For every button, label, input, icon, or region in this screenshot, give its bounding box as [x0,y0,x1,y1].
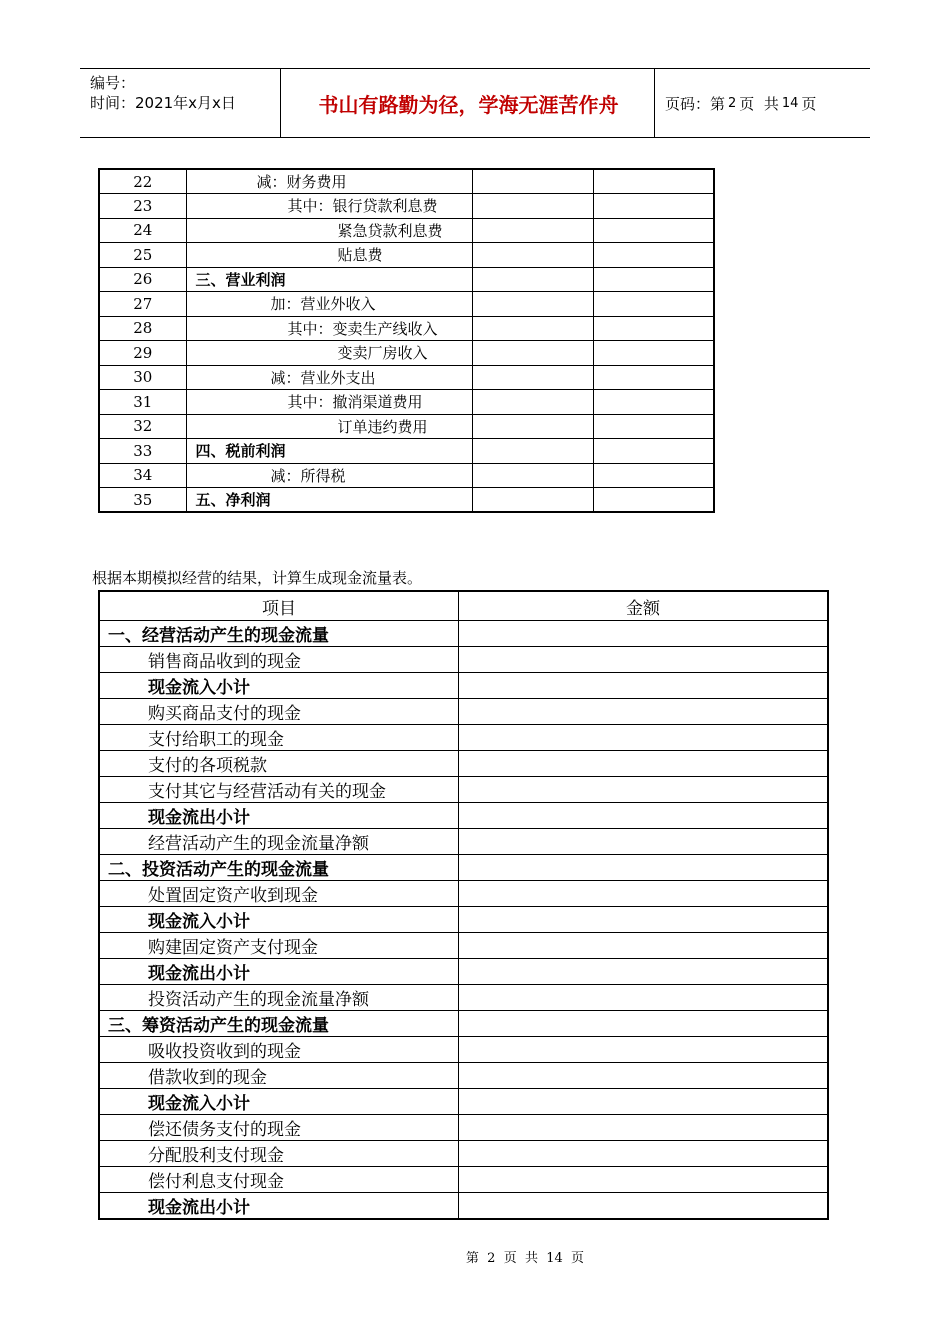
table-row [99,725,828,751]
table-row [99,414,714,439]
table-row [99,803,828,829]
item-label: 现金流入小计 [99,673,459,699]
cash-flow-table [98,590,829,1220]
table-row [99,1193,828,1220]
value-cell[interactable] [593,218,714,243]
amount-cell[interactable] [459,855,829,881]
amount-cell[interactable] [459,1115,829,1141]
table-row [99,463,714,488]
amount-cell[interactable] [459,1011,829,1037]
table-row [99,390,714,415]
amount-cell[interactable] [459,1167,829,1193]
row-label: 贴息费 [186,243,472,268]
amount-cell[interactable] [459,881,829,907]
table-row [99,243,714,268]
row-number: 26 [99,267,186,292]
table-row [99,218,714,243]
table-row [99,621,828,647]
row-number: 28 [99,316,186,341]
value-cell[interactable] [593,292,714,317]
item-label: 借款收到的现金 [99,1063,459,1089]
row-label: 加：营业外收入 [186,292,472,317]
table-row [99,1037,828,1063]
item-label: 支付给职工的现金 [99,725,459,751]
row-number: 35 [99,488,186,513]
table-row [99,751,828,777]
item-label: 三、筹资活动产生的现金流量 [99,1011,459,1037]
row-number: 29 [99,341,186,366]
amount-cell[interactable] [459,1193,829,1220]
table-row [99,1011,828,1037]
page-header [80,68,870,138]
table-row [99,699,828,725]
value-cell[interactable] [593,488,714,513]
value-cell[interactable] [472,194,593,219]
item-label: 现金流入小计 [99,907,459,933]
amount-cell[interactable] [459,959,829,985]
item-label: 购建固定资产支付现金 [99,933,459,959]
table-row [99,169,714,194]
item-label: 投资活动产生的现金流量净额 [99,985,459,1011]
motto: 书山有路勤为径，学海无涯苦作舟 [318,92,619,117]
income-statement-table [98,168,715,513]
amount-cell[interactable] [459,1089,829,1115]
value-cell[interactable] [472,488,593,513]
page-number: 2 [728,95,737,111]
page-indicator [665,69,816,137]
row-number: 32 [99,414,186,439]
row-label: 其中：变卖生产线收入 [186,316,472,341]
value-cell[interactable] [593,414,714,439]
page-suffix: 页 [801,94,817,113]
row-label: 紧急贷款利息费 [186,218,472,243]
table-row [99,316,714,341]
row-number: 33 [99,439,186,464]
table-row [99,673,828,699]
amount-cell[interactable] [459,699,829,725]
item-label: 现金流出小计 [99,1193,459,1220]
value-cell[interactable] [472,341,593,366]
header-divider [280,69,281,137]
value-cell[interactable] [593,169,714,194]
item-label: 偿还债务支付的现金 [99,1115,459,1141]
item-label: 销售商品收到的现金 [99,647,459,673]
table-row [99,777,828,803]
row-label: 减：所得税 [186,463,472,488]
item-label: 一、经营活动产生的现金流量 [99,621,459,647]
value-cell[interactable] [593,439,714,464]
value-cell[interactable] [472,243,593,268]
table-row [99,1141,828,1167]
value-cell[interactable] [593,194,714,219]
item-label: 经营活动产生的现金流量净额 [99,829,459,855]
item-label: 现金流出小计 [99,959,459,985]
page-mid: 页 共 [739,94,779,113]
item-label: 处置固定资产收到现金 [99,881,459,907]
table-row [99,881,828,907]
row-number: 30 [99,365,186,390]
column-header-amount: 金额 [459,591,829,621]
number-label: 编号： [90,74,136,92]
amount-cell[interactable] [459,621,829,647]
amount-cell[interactable] [459,985,829,1011]
value-cell[interactable] [472,365,593,390]
value-cell[interactable] [472,390,593,415]
row-label: 减：财务费用 [186,169,472,194]
value-cell[interactable] [472,218,593,243]
table-row [99,959,828,985]
value-cell[interactable] [593,243,714,268]
table-row [99,1115,828,1141]
row-number: 31 [99,390,186,415]
value-cell[interactable] [472,292,593,317]
item-label: 二、投资活动产生的现金流量 [99,855,459,881]
row-number: 27 [99,292,186,317]
item-label: 分配股利支付现金 [99,1141,459,1167]
table-row [99,365,714,390]
amount-cell[interactable] [459,777,829,803]
row-label: 其中：撤消渠道费用 [186,390,472,415]
value-cell[interactable] [472,414,593,439]
row-label: 其中：银行贷款利息费 [186,194,472,219]
row-number: 24 [99,218,186,243]
value-cell[interactable] [593,341,714,366]
row-label: 订单违约费用 [186,414,472,439]
item-label: 支付的各项税款 [99,751,459,777]
row-label: 五、净利润 [186,488,472,513]
page-total: 14 [781,95,799,111]
table-row [99,267,714,292]
amount-cell[interactable] [459,647,829,673]
item-label: 购买商品支付的现金 [99,699,459,725]
amount-cell[interactable] [459,803,829,829]
table-row [99,439,714,464]
header-left [90,73,236,113]
value-cell[interactable] [472,169,593,194]
table-row [99,1089,828,1115]
value-cell[interactable] [593,267,714,292]
table-row [99,647,828,673]
amount-cell[interactable] [459,1063,829,1089]
table-row [99,194,714,219]
row-label: 三、营业利润 [186,267,472,292]
amount-cell[interactable] [459,751,829,777]
amount-cell[interactable] [459,1141,829,1167]
value-cell[interactable] [472,267,593,292]
amount-cell[interactable] [459,725,829,751]
table-row [99,985,828,1011]
column-header-item: 项目 [99,591,459,621]
table-header-row [99,591,828,621]
amount-cell[interactable] [459,907,829,933]
table-row [99,292,714,317]
table-row [99,488,714,513]
row-number: 34 [99,463,186,488]
value-cell[interactable] [472,463,593,488]
value-cell[interactable] [593,316,714,341]
value-cell[interactable] [472,316,593,341]
value-cell[interactable] [593,463,714,488]
table-row [99,933,828,959]
row-label: 四、税前利润 [186,439,472,464]
table-row [99,341,714,366]
amount-cell[interactable] [459,673,829,699]
table-row [99,1167,828,1193]
item-label: 偿付利息支付现金 [99,1167,459,1193]
row-label: 变卖厂房收入 [186,341,472,366]
amount-cell[interactable] [459,1037,829,1063]
value-cell[interactable] [593,390,714,415]
item-label: 支付其它与经营活动有关的现金 [99,777,459,803]
intro-text: 根据本期模拟经营的结果，计算生成现金流量表。 [92,569,423,587]
item-label: 现金流入小计 [99,1089,459,1115]
item-label: 现金流出小计 [99,803,459,829]
row-number: 25 [99,243,186,268]
header-divider [654,69,655,137]
page-prefix: 页码：第 [665,94,726,113]
item-label: 吸收投资收到的现金 [99,1037,459,1063]
amount-cell[interactable] [459,933,829,959]
row-number: 22 [99,169,186,194]
table-row [99,829,828,855]
value-cell[interactable] [472,439,593,464]
time-label: 时间：2021年x月x日 [90,94,236,112]
table-row [99,1063,828,1089]
table-row [99,855,828,881]
table-row [99,907,828,933]
page-footer: 第 2 页 共 14 页 [465,1251,585,1266]
row-number: 23 [99,194,186,219]
row-label: 减：营业外支出 [186,365,472,390]
amount-cell[interactable] [459,829,829,855]
value-cell[interactable] [593,365,714,390]
